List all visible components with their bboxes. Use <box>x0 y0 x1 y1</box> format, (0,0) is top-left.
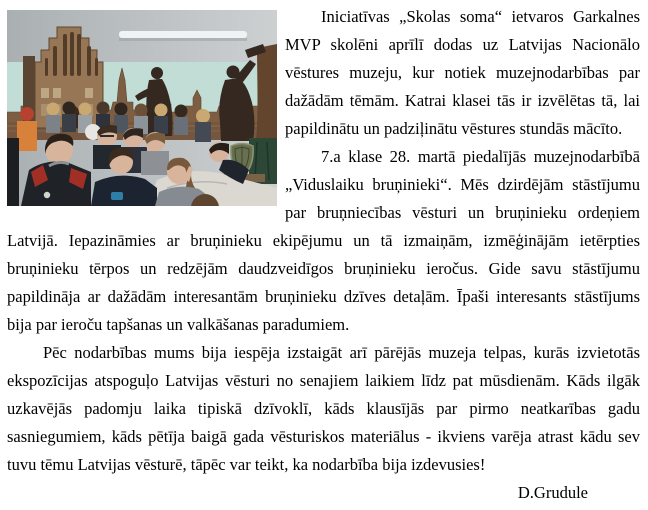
paragraph-lesson: 7.a klase 28. martā piedalījās muzejnodarbībā „Viduslaiku bruņinieki“. Mēs dzirdējām stāstījumu par bruņniecības vēsturi un bruņinieku ordeņiem Latvijā. Iepazināmies ar bruņinieku ekipējumu un tā izmaiņām, izmēģinājām ietērpties bruņinieku tērpos un redzējām daudzveidīgos bruņinieku ieročus. Gide savu stāstījumu papildināja ar dažādām interesantām bruņinieku dzīves detaļām. Īpaši interesants stāstījums bija par ieroču tapšanas un valkāšanas paradumiem. <box>7 147 640 334</box>
paragraph-exhibits: Pēc nodarbības mums bija iespēja izstaigāt arī pārējās muzeja telpas, kurās izvietotās ekspozīcijas atspoguļo Latvijas vēsturi no senajiem laikiem līdz pat mūsdienām. Kāds ilgāk uzkavējās padomju laika tipiskā dzīvoklī, kāds klausījās par pirmo neatkarības gadu sasniegumiem, kāds pētīja baigā gada vēsturiskos materiālus - ikviens varēja atrast kādu sev tuvu tēmu Latvijas vēsturē, tāpēc var teikt, ka nodarbība bija izdevusies! <box>7 343 640 474</box>
right-wall-panel <box>255 44 277 152</box>
ceiling-lamp <box>119 31 247 41</box>
paragraph-intro: Iniciatīvas „Skolas soma“ ietvaros Garkalnes MVP skolēni aprīlī dodas uz Latvijas Nacionālo vēstures muzeju, kur notiek muzejnodarbības par dažādām tēmām. Katrai klasei tās ir izvēlētas tā, lai papildinātu un padziļinātu vēstures stundās mācīto. <box>285 7 640 138</box>
museum-class-photo <box>7 10 277 206</box>
signature: D.Grudule <box>517 483 588 502</box>
museum-class-photo-illustration <box>7 10 277 206</box>
